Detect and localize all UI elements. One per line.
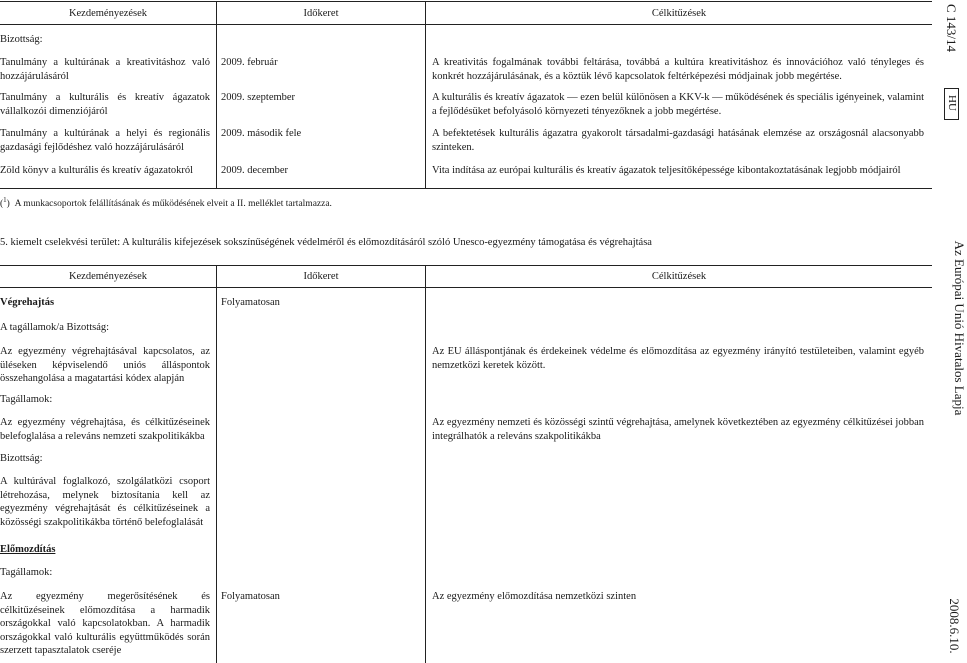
bottom-table-divider-1 bbox=[216, 265, 217, 663]
column-header-timeframe: Időkeret bbox=[303, 271, 339, 282]
footnote-separator bbox=[0, 188, 932, 189]
top-table-rule bbox=[0, 1, 932, 2]
objective-item: Az EU álláspontjának és érdekeinek védelme és előmozdítása az egyezmény irányító testületeiben, valamint egyéb nemzetközi keretek között. bbox=[432, 346, 924, 371]
bottom-table-rule bbox=[0, 265, 932, 266]
bottom-table-divider-2 bbox=[425, 265, 426, 663]
section-title: 5. kiemelt cselekvési terület: A kulturális kifejezések sokszínűségének védelméről és előmozdításáról szóló Unesco-egyezmény támogatása és végrehajtása bbox=[0, 237, 652, 248]
label-member-states: Tagállamok: bbox=[0, 567, 53, 578]
publication-date: 2008.6.10. bbox=[947, 598, 962, 654]
initiative-item: A kultúrával foglalkozó, szolgálatközi csoport létrehozása, melynek biztosítania kell az egyezmény végrehajtását és célkitűzéseinek a közösségi szakpolitikákba történő belefoglalását bbox=[0, 476, 210, 528]
table-row-initiative: Tanulmány a kultúrának a helyi és regionális gazdasági fejlődéshez való hozzájárulásáról bbox=[0, 128, 210, 153]
journal-reference: C 143/14 bbox=[944, 3, 959, 53]
timeframe-continuous: Folyamatosan bbox=[221, 297, 280, 308]
column-header-initiatives: Kezdeményezések bbox=[68, 8, 148, 19]
top-table-divider-2 bbox=[425, 1, 426, 188]
table-row-objective: A befektetések kulturális ágazatra gyakorolt társadalmi-gazdasági hatásának elemzése az országosnál alacsonyabb szinteken. bbox=[432, 128, 924, 153]
initiative-item: Az egyezmény megerősítésének és célkitűzéseinek előmozdítása a harmadik országokkal való kapcsolatokban. A harmadik országokkal való kulturális együttműködés során szerzett tapasztalatok cseréje bbox=[0, 591, 210, 656]
objective-item: Az egyezmény előmozdítása nemzetközi szinten bbox=[432, 591, 637, 602]
heading-vegrehajtas: Végrehajtás bbox=[0, 297, 55, 308]
label-member-states-commission: A tagállamok/a Bizottság: bbox=[0, 322, 110, 333]
section-label-commission: Bizottság: bbox=[0, 34, 43, 45]
footnote-marker: 1 bbox=[3, 196, 7, 204]
table-row-objective: A kreativitás fogalmának további feltárása, továbbá a kultúra kreativitáshoz és innovációhoz való tényleges és konkrét hozzájárulásának, és a köztük lévő kapcsolatok feltérképezési módjainak jobb megértése. bbox=[432, 57, 924, 82]
column-header-objectives: Célkitűzések bbox=[651, 8, 707, 19]
objective-item: Az egyezmény nemzeti és közösségi szintű végrehajtása, amelynek következtében az egyezmény célkitűzései jobban integrálhatók a releváns szakpolitikákba bbox=[432, 417, 924, 442]
language-code: HU bbox=[946, 95, 958, 111]
column-header-timeframe: Időkeret bbox=[303, 8, 339, 19]
table-row-initiative: Zöld könyv a kulturális és kreatív ágazatokról bbox=[0, 165, 194, 176]
column-header-objectives: Célkitűzések bbox=[651, 271, 707, 282]
initiative-item: Az egyezmény végrehajtása, és célkitűzéseinek belefoglalása a releváns nemzeti szakpolitikákba bbox=[0, 417, 210, 442]
label-commission: Bizottság: bbox=[0, 453, 43, 464]
bottom-table-header-rule bbox=[0, 287, 932, 288]
table-row-timeframe: 2009. december bbox=[221, 165, 289, 176]
footnote: ($^1$) A munkacsoportok felállításának és működésének elveit a II. melléklet tartalmazza. bbox=[0, 196, 332, 210]
initiative-item: Az egyezmény végrehajtásával kapcsolatos, az üléseken képviselendő uniós álláspontok összehangolása a magatartási kódex alapján bbox=[0, 346, 210, 384]
table-row-objective: A kulturális és kreatív ágazatok — ezen belül különösen a KKV-k — működésének és speciális igényeinek, valamint a fejlődésüket befolyásoló környezeti tényezőknek a jobb megértése. bbox=[432, 92, 924, 117]
journal-title: Az Európai Unió Hivatalos Lapja bbox=[952, 240, 967, 416]
top-table-divider-1 bbox=[216, 1, 217, 188]
label-member-states: Tagállamok: bbox=[0, 394, 53, 405]
timeframe-continuous: Folyamatosan bbox=[221, 591, 280, 602]
table-row-initiative: Tanulmány a kultúrának a kreativitáshoz való hozzájárulásáról bbox=[0, 57, 210, 82]
footnote-text: A munkacsoportok felállításának és működésének elveit a II. melléklet tartalmazza. bbox=[14, 199, 332, 210]
table-row-objective: Vita indítása az európai kulturális és kreatív ágazatok teljesítőképessége kibontakoztatásának legjobb módjairól bbox=[432, 165, 901, 176]
column-header-initiatives: Kezdeményezések bbox=[68, 271, 148, 282]
top-table-header-rule bbox=[0, 24, 932, 25]
table-row-timeframe: 2009. február bbox=[221, 57, 278, 68]
table-row-timeframe: 2009. második fele bbox=[221, 128, 302, 139]
heading-elomozditas: Előmozdítás bbox=[0, 544, 56, 555]
table-row-timeframe: 2009. szeptember bbox=[221, 92, 296, 103]
table-row-initiative: Tanulmány a kulturális és kreatív ágazatok vállalkozói dimenziójáról bbox=[0, 92, 210, 117]
